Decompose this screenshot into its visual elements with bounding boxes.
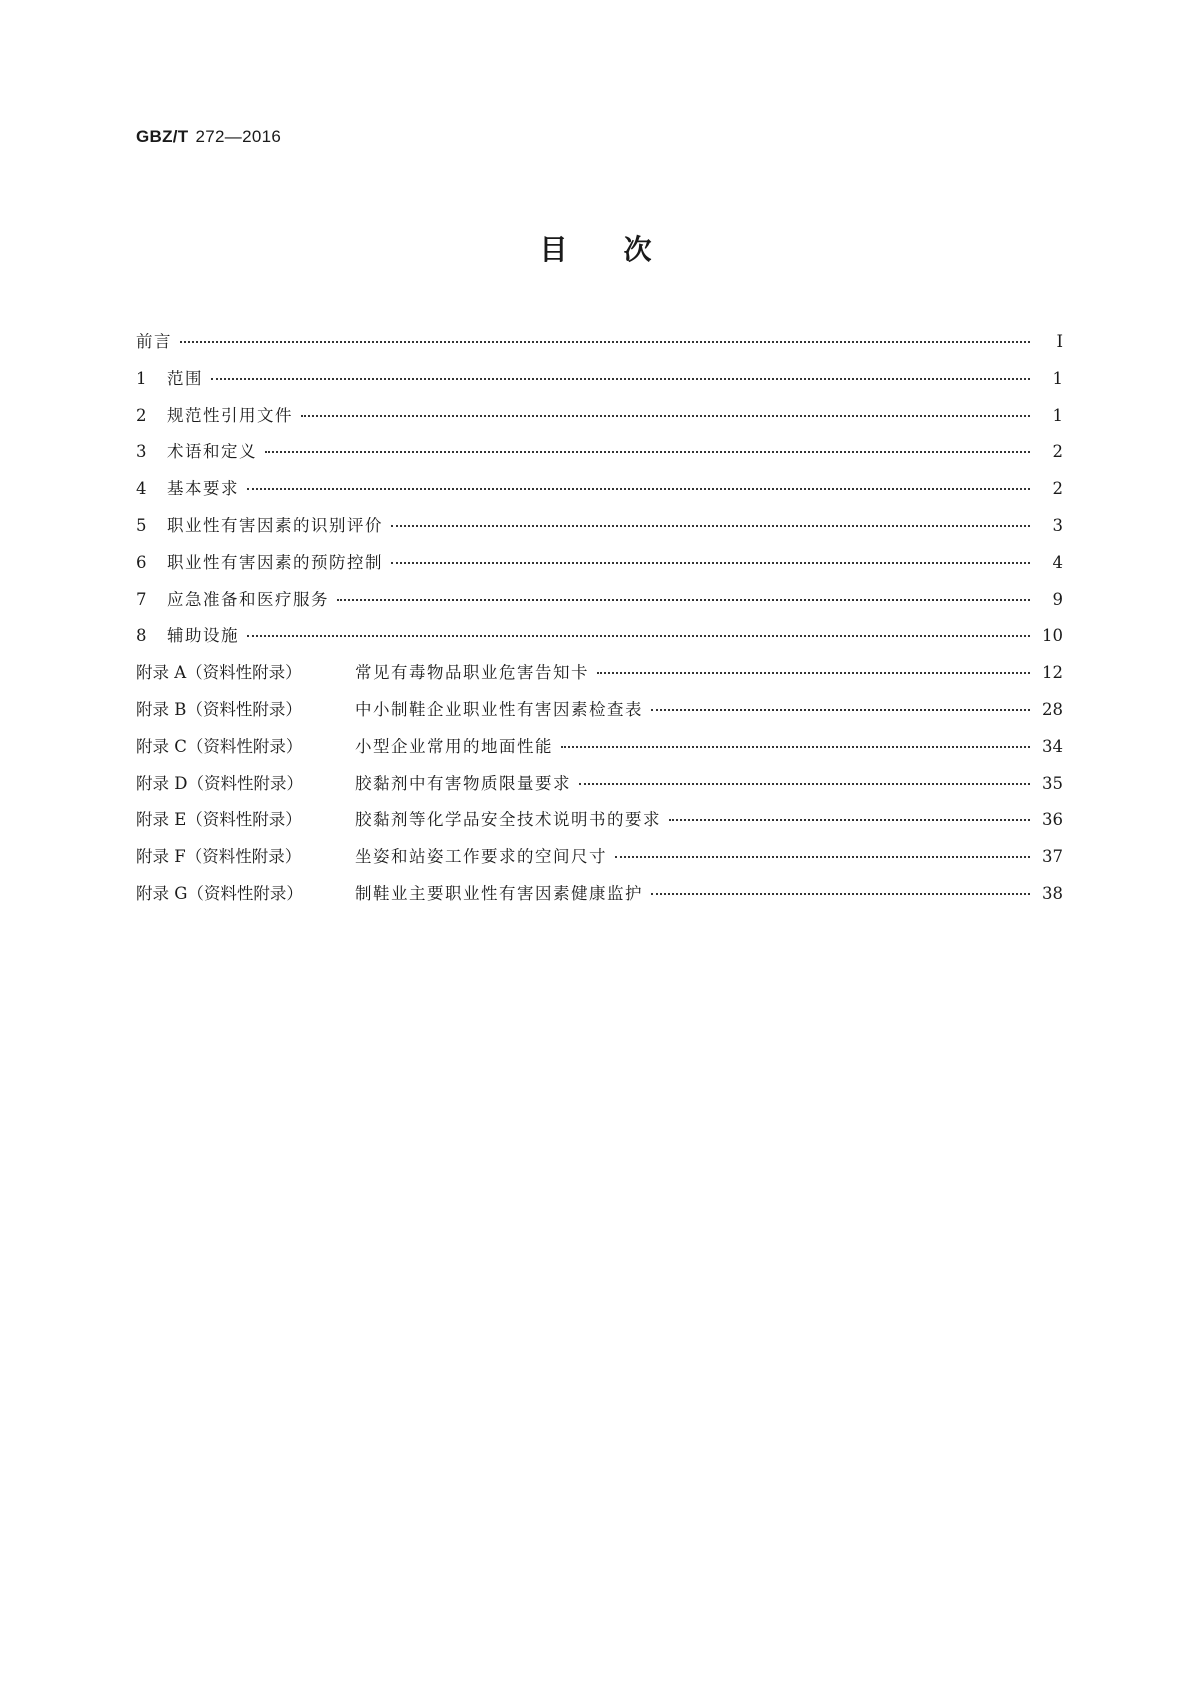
toc-page-number: 2	[1052, 442, 1063, 462]
toc-leader-dots	[561, 746, 1030, 748]
toc-label: 规范性引用文件	[167, 405, 293, 425]
toc-entry-2[interactable]	[136, 402, 1063, 439]
toc-section-number: 5	[136, 515, 147, 535]
toc-label: 职业性有害因素的预防控制	[167, 552, 383, 572]
toc-entry-appendix-d[interactable]	[136, 770, 1063, 807]
toc-leader-dots	[247, 488, 1030, 490]
toc-leader-dots	[391, 525, 1030, 527]
toc-appendix-label: 附录 A（资料性附录）	[136, 663, 302, 683]
toc-section-number: 4	[136, 479, 147, 499]
toc-section-number: 3	[136, 442, 147, 462]
toc-entry-5[interactable]	[136, 512, 1063, 549]
toc-leader-dots	[180, 341, 1030, 343]
toc-appendix-label: 附录 E（资料性附录）	[136, 810, 302, 830]
toc-label: 坐姿和站姿工作要求的空间尺寸	[355, 847, 607, 867]
toc-label: 小型企业常用的地面性能	[355, 736, 553, 756]
toc-appendix-label: 附录 B（资料性附录）	[136, 699, 302, 719]
toc-appendix-label: 附录 G（资料性附录）	[136, 883, 303, 903]
toc-entry-appendix-a[interactable]	[136, 659, 1063, 696]
toc-entry-1[interactable]	[136, 365, 1063, 402]
toc-entry-8[interactable]	[136, 622, 1063, 659]
toc-label: 前言	[136, 332, 172, 351]
table-of-contents	[136, 328, 1063, 917]
toc-entry-appendix-g[interactable]	[136, 880, 1063, 917]
toc-page-number: 38	[1042, 883, 1063, 903]
toc-page-number: Ⅰ	[1056, 332, 1063, 351]
toc-label: 职业性有害因素的识别评价	[167, 515, 383, 535]
toc-page-number: 28	[1042, 699, 1063, 719]
toc-leader-dots	[615, 856, 1030, 858]
toc-entry-6[interactable]	[136, 549, 1063, 586]
toc-page-number: 36	[1042, 810, 1063, 830]
toc-page-number: 10	[1042, 626, 1063, 646]
toc-leader-dots	[669, 819, 1030, 821]
toc-leader-dots	[651, 709, 1030, 711]
toc-entry-foreword[interactable]	[136, 328, 1063, 365]
toc-leader-dots	[579, 783, 1030, 785]
toc-leader-dots	[651, 893, 1030, 895]
toc-label: 应急准备和医疗服务	[167, 589, 329, 609]
toc-appendix-label: 附录 F（资料性附录）	[136, 847, 302, 867]
toc-label: 胶黏剂中有害物质限量要求	[355, 773, 571, 793]
standard-number: 272—2016	[195, 127, 282, 146]
toc-entry-appendix-e[interactable]	[136, 806, 1063, 843]
toc-page-number: 9	[1052, 589, 1063, 609]
toc-page-number: 35	[1042, 773, 1063, 793]
toc-entry-appendix-c[interactable]	[136, 733, 1063, 770]
toc-page-number: 12	[1042, 663, 1063, 683]
toc-label: 胶黏剂等化学品安全技术说明书的要求	[355, 810, 661, 830]
toc-leader-dots	[247, 635, 1030, 637]
toc-section-number: 8	[136, 626, 147, 646]
toc-label: 常见有毒物品职业危害告知卡	[355, 663, 589, 683]
toc-label: 术语和定义	[167, 442, 257, 462]
toc-section-number: 7	[136, 589, 147, 609]
toc-section-number: 6	[136, 552, 147, 572]
page-title: 目 次	[539, 233, 652, 266]
toc-page-number: 1	[1052, 405, 1063, 425]
standard-prefix: GBZ/T	[136, 127, 189, 146]
toc-leader-dots	[337, 599, 1030, 601]
toc-entry-appendix-b[interactable]	[136, 696, 1063, 733]
toc-entry-3[interactable]	[136, 438, 1063, 475]
toc-entry-4[interactable]	[136, 475, 1063, 512]
toc-appendix-label: 附录 D（资料性附录）	[136, 773, 303, 793]
toc-entry-7[interactable]	[136, 586, 1063, 623]
toc-leader-dots	[301, 415, 1030, 417]
toc-page-number: 2	[1052, 479, 1063, 499]
toc-page-number: 4	[1052, 552, 1063, 572]
toc-section-number: 2	[136, 405, 147, 425]
toc-label: 基本要求	[167, 479, 239, 499]
toc-entry-appendix-f[interactable]	[136, 843, 1063, 880]
toc-leader-dots	[265, 451, 1030, 453]
toc-label: 制鞋业主要职业性有害因素健康监护	[355, 883, 643, 903]
toc-label: 范围	[167, 368, 203, 388]
toc-appendix-label: 附录 C（资料性附录）	[136, 736, 303, 756]
toc-leader-dots	[391, 562, 1030, 564]
toc-label: 辅助设施	[167, 626, 239, 646]
toc-section-number: 1	[136, 368, 147, 388]
standard-code	[136, 127, 281, 147]
toc-page-number: 3	[1052, 515, 1063, 535]
toc-label: 中小制鞋企业职业性有害因素检查表	[355, 699, 643, 719]
toc-leader-dots	[597, 672, 1030, 674]
toc-page-number: 34	[1042, 736, 1063, 756]
toc-leader-dots	[211, 378, 1030, 380]
toc-page-number: 1	[1052, 368, 1063, 388]
toc-page-number: 37	[1042, 847, 1063, 867]
